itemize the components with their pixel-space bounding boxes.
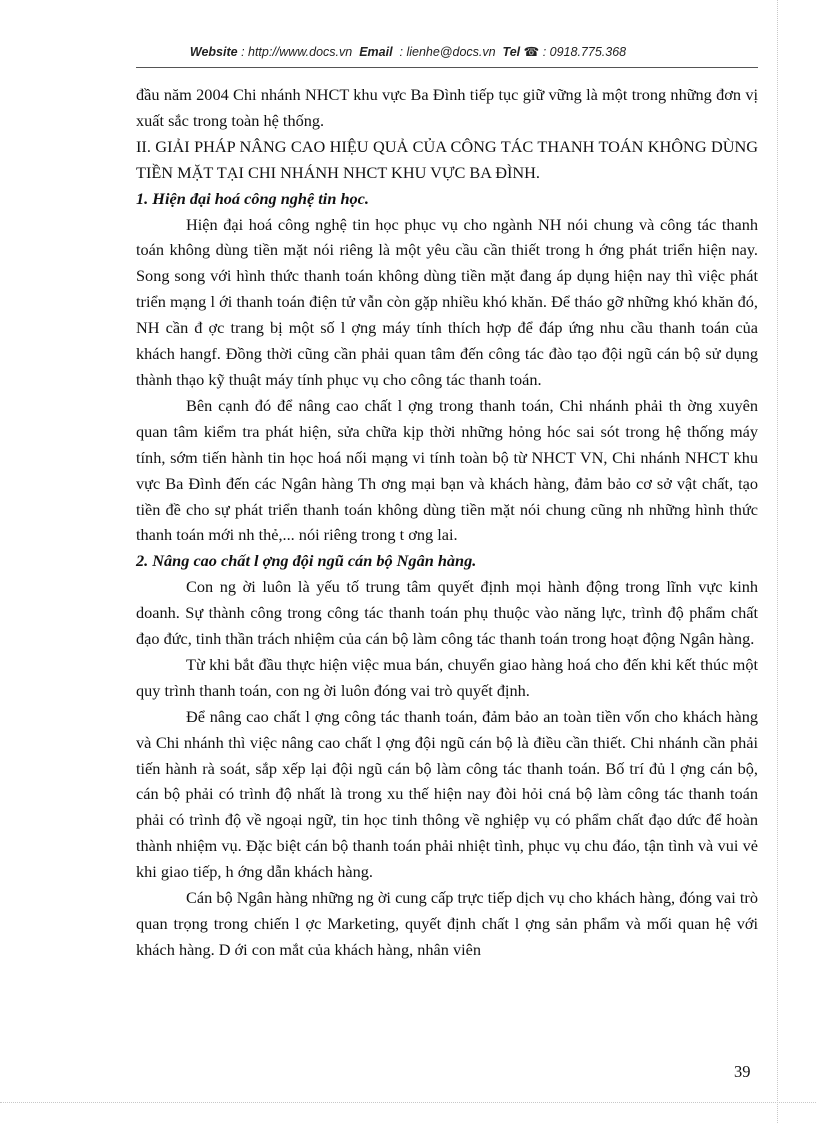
margin-guide-vertical (777, 0, 778, 1123)
subheading-1: 1. Hiện đại hoá công nghệ tin học. (136, 188, 369, 208)
document-body (136, 82, 758, 963)
paragraph-1: Hiện đại hoá công nghệ tin học phục vụ cho ngành NH nói chung và công tác thanh toán không dùng tiền mặt nói riêng là một yêu cầu cần thiết trong h ớng phát triển hiện nay. Song song với hình thức thanh toán không dùng tiền mặt đang áp dụng hiện nay thì việc phát triển mạng l ới thanh toán điện tử vẫn còn gặp nhiều khó khăn. Để tháo gỡ những khó khăn đó, NH cần đ ợc trang bị một số l ợng máy tính thích hợp để đáp ứng nhu cầu thanh toán của khách hangf. Đồng thời cũng cần phải quan tâm đến công tác đào tạo đội ngũ cán bộ sử dụng thành thạo kỹ thuật máy tính phục vụ cho công tác thanh toán. (136, 214, 758, 389)
paragraph-2: Bên cạnh đó để nâng cao chất l ợng trong thanh toán, Chi nhánh phải th ờng xuyên quan tâm kiểm tra phát hiện, sửa chữa kịp thời những hỏng hóc sai sót trong hệ thống máy tính, sớm tiến hành tin học hoá nối mạng vi tính toàn bộ từ NHCT VN, Chi nhánh NHCT khu vực Ba Đình đến các Ngân hàng Th ơng mại bạn và khách hàng, đảm bảo cơ sở vật chất, tạo tiền đề cho sự phát triển thanh toán không dùng tiền mặt nói chung cũng nh những hình thức thanh toán mới nh thẻ,... nói riêng trong t ơng lai. (136, 395, 758, 545)
header-divider (136, 67, 758, 68)
paragraph-intro: đầu năm 2004 Chi nhánh NHCT khu vực Ba Đình tiếp tục giữ vững là một trong những đơn vị xuất sắc trong toàn hệ thống. (136, 85, 758, 130)
tel-number: : 0918.775.368 (542, 45, 627, 59)
website-label: Website (189, 45, 238, 59)
subheading-2: 2. Nâng cao chất l ợng đội ngũ cán bộ Ngân hàng. (136, 551, 477, 571)
paragraph-4: Từ khi bắt đầu thực hiện việc mua bán, chuyển giao hàng hoá cho đến khi kết thúc một quy trình thanh toán, con ng ời luôn đóng vai trò quyết định. (136, 654, 758, 700)
paragraph-5: Để nâng cao chất l ợng công tác thanh toán, đảm bảo an toàn tiền vốn cho khách hàng và Chi nhánh thì việc nâng cao chất l ợng đội ngũ cán bộ là điều cần thiết. Chi nhánh cần phải tiến hành rà soát, sắp xếp lại đội ngũ cán bộ làm công tác thanh toán. Bố trí đủ l ợng cán bộ, cán bộ phải có trình độ nhất là trong xu thế hiện nay đòi hỏi cná bộ làm công tác thanh toán phải có trình độ về ngoại ngữ, tin học tinh thông về nghiệp vụ có phẩm chất đạo dức để hoàn thành nhiệm vụ. Đặc biệt cán bộ thanh toán phải nhiệt tình, phục vụ chu đáo, tận tình và vui vẻ khi giao tiếp, h ớng dẫn khách hàng. (136, 706, 758, 882)
website-url: : http://www.docs.vn (241, 45, 353, 59)
margin-guide-horizontal (0, 1102, 816, 1103)
phone-icon: ☎ (523, 45, 540, 59)
paragraph-6: Cán bộ Ngân hàng những ng ời cung cấp trực tiếp dịch vụ cho khách hàng, đóng vai trò quan trọng trong chiến l ợc Marketing, quyết định chất l ợng sản phẩm và mối quan hệ với khách hàng. D ới con mắt của khách hàng, nhân viên (136, 888, 758, 959)
tel-label: Tel (502, 45, 521, 59)
page-header (0, 44, 816, 59)
section-title: II. GIẢI PHÁP NÂNG CAO HIỆU QUẢ CỦA CÔNG TÁC THANH TOÁN KHÔNG DÙNG TIỀN MẶT TẠI CHI NHÁNH NHCT KHU VỰC BA ĐÌNH. (136, 136, 758, 182)
email-label: Email (359, 45, 393, 59)
paragraph-3: Con ng ời luôn là yếu tố trung tâm quyết định mọi hành động trong lĩnh vực kinh doanh. Sự thành công trong công tác thanh toán phụ thuộc vào năng lực, trình độ phẩm chất đạo đức, tinh thần trách nhiệm của cán bộ làm công tác thanh toán trong hoạt động Ngân hàng. (136, 577, 758, 649)
page-number: 39 (734, 1062, 751, 1081)
email-address: : lienhe@docs.vn (399, 45, 496, 59)
